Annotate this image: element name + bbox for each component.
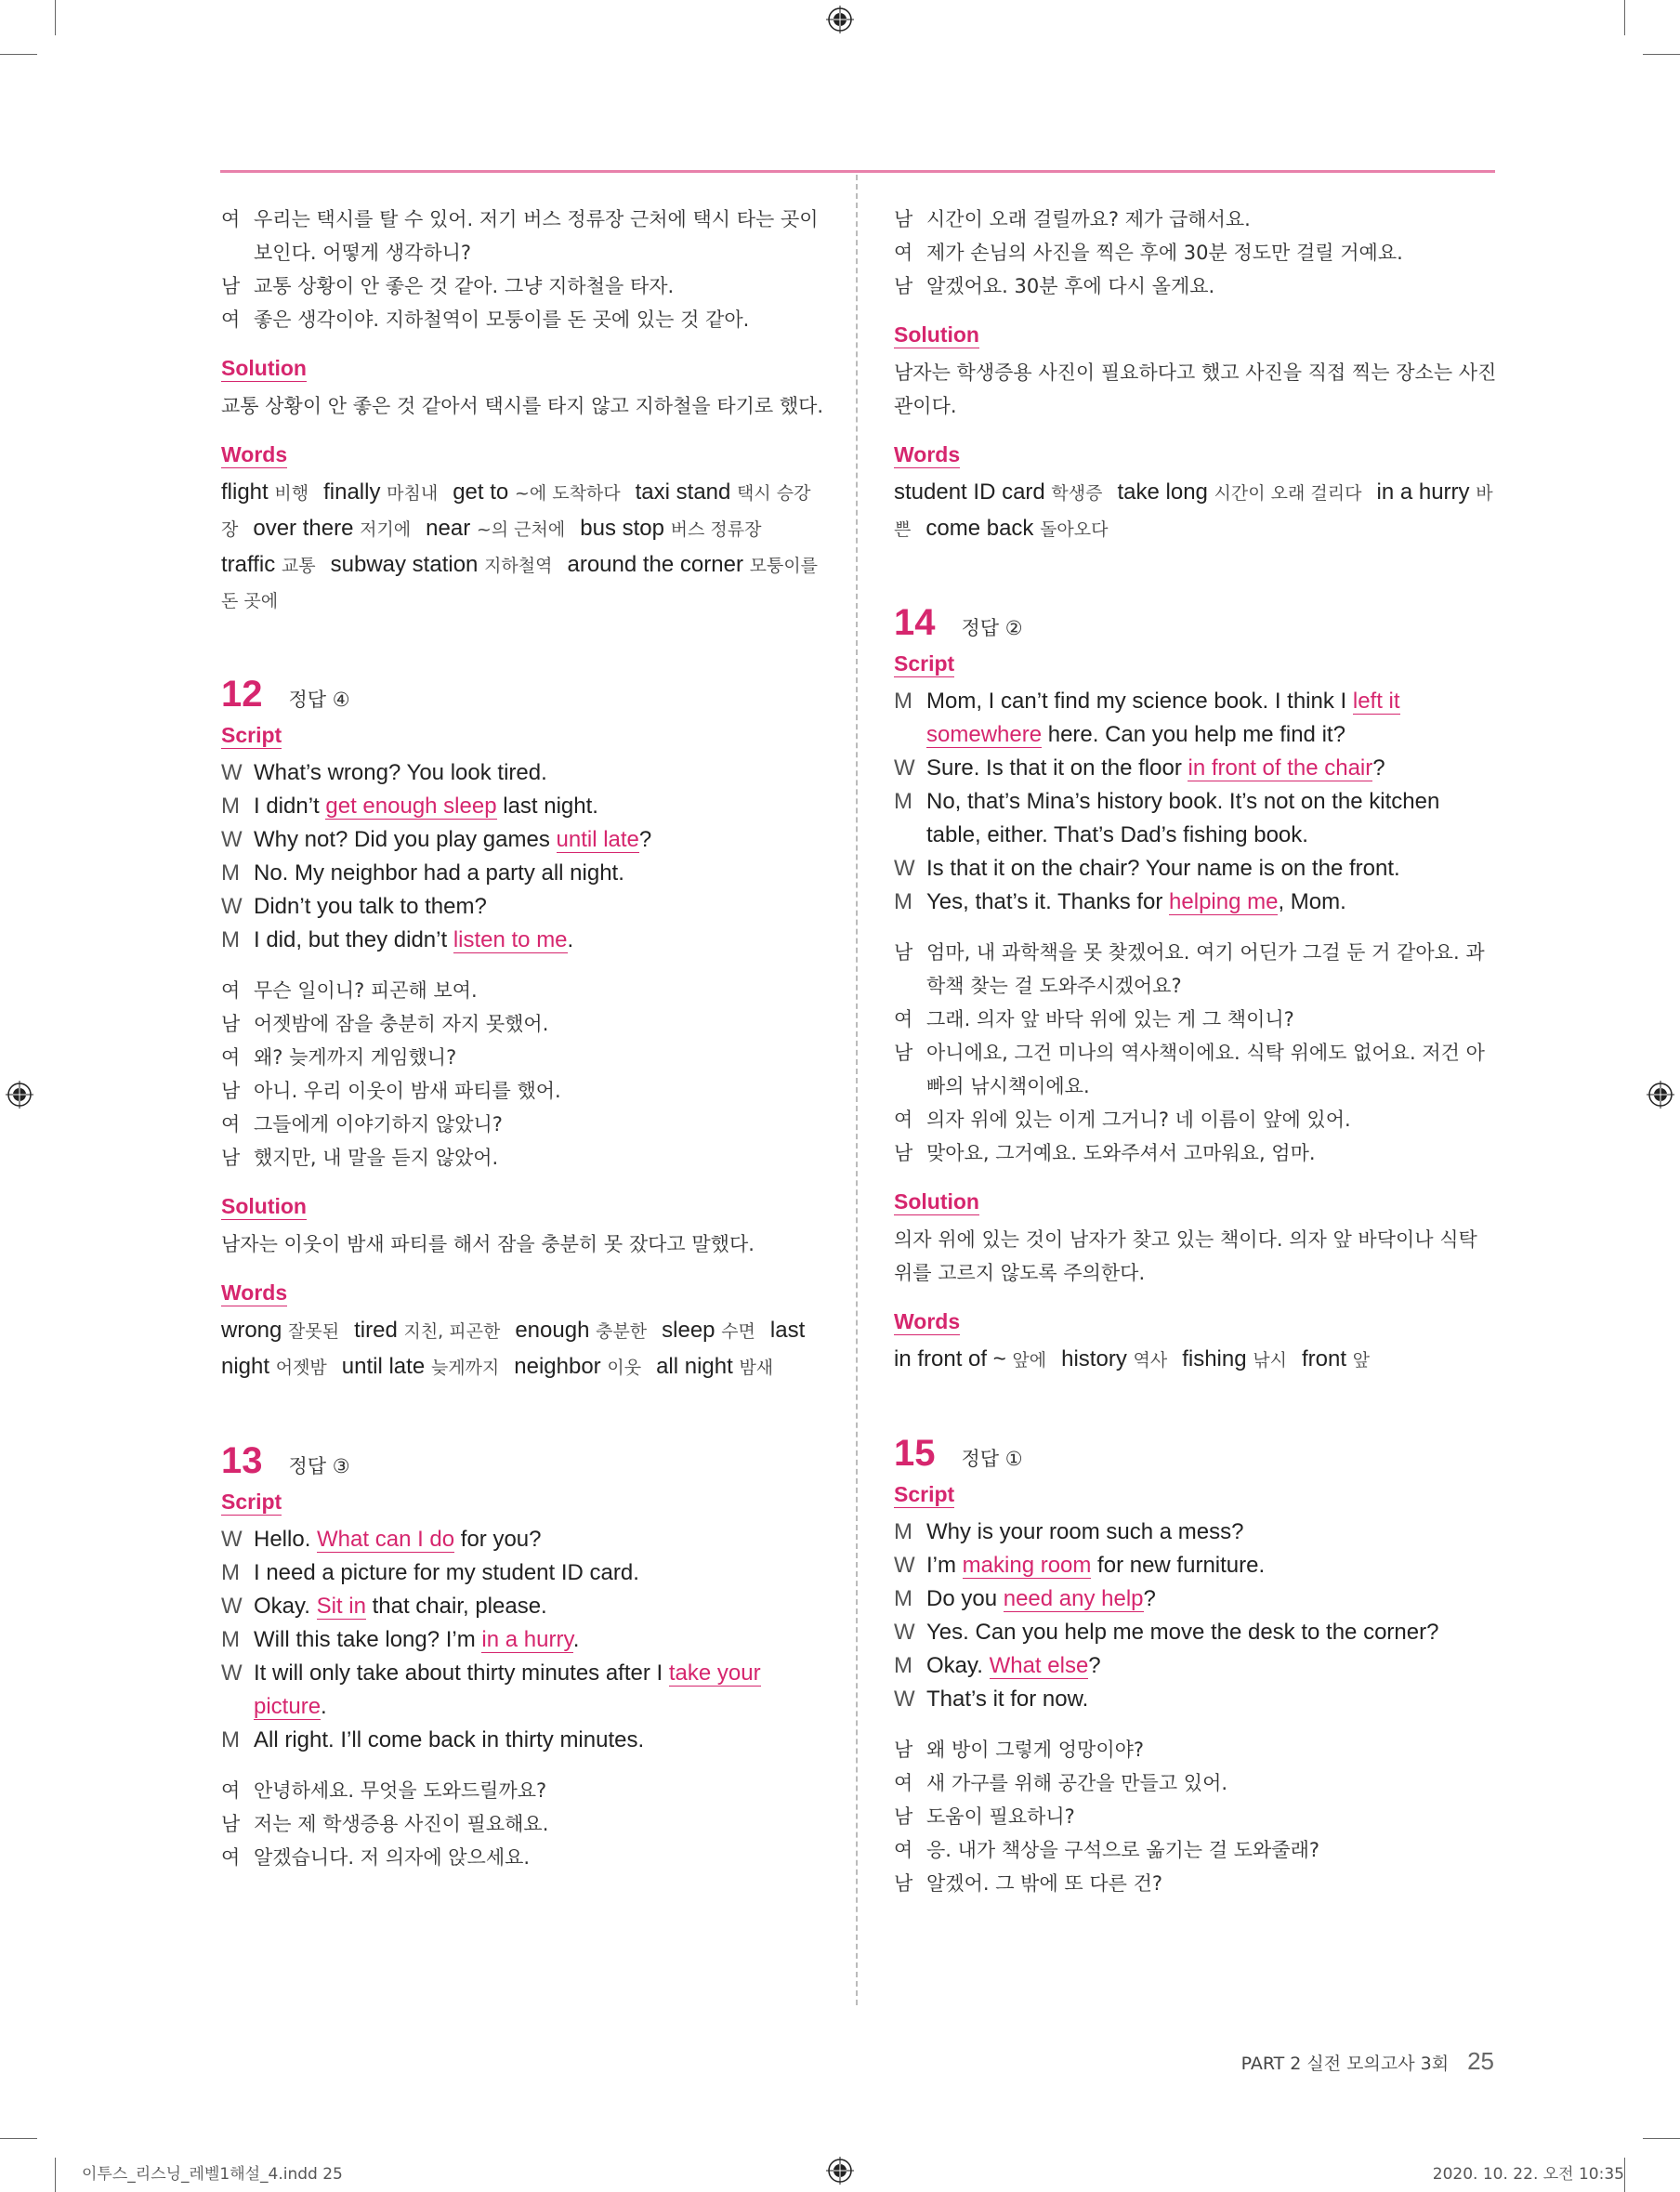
dialog-line xyxy=(894,1733,1498,1766)
dialog-line xyxy=(894,1136,1498,1170)
korean-dialog xyxy=(221,203,825,336)
script-text: Why is your room such a mess? xyxy=(926,1519,1244,1544)
blank-answer: get enough sleep xyxy=(325,794,497,819)
dialog-text: 알겠어. 그 밖에 또 다른 건? xyxy=(926,1872,1163,1895)
answer-key: 정답 ② xyxy=(961,617,1023,639)
script-line xyxy=(221,857,825,890)
speaker-label: 여 xyxy=(894,1772,913,1794)
speaker-label: 남 xyxy=(221,275,241,297)
blank-answer: left it somewhere xyxy=(926,689,1400,747)
speaker-label: 남 xyxy=(894,1872,913,1895)
vocab-item: enough 충분한 xyxy=(515,1318,648,1343)
vocab-item: history 역사 xyxy=(1061,1346,1168,1372)
script-text: I’m making room for new furniture. xyxy=(926,1553,1266,1578)
script-text: Mom, I can’t find my science book. I think I left it somewhere here. Can you help me find it? xyxy=(926,689,1400,747)
words-list xyxy=(221,1314,825,1386)
dialog-line xyxy=(221,1774,825,1807)
script-text: Yes, that’s it. Thanks for helping me, Mom. xyxy=(926,889,1346,914)
speaker-label: 여 xyxy=(221,1779,241,1802)
dialog-text: 우리는 택시를 탈 수 있어. 저기 버스 정류장 근처에 택시 타는 곳이 보인다. 어떻게 생각하니? xyxy=(254,208,819,264)
blank-answer: take your picture xyxy=(254,1660,761,1719)
script-label: Script xyxy=(221,1490,282,1514)
script-label: Script xyxy=(221,723,282,747)
english-script xyxy=(894,1516,1498,1716)
dialog-text: 왜 방이 그렇게 엉망이야? xyxy=(926,1739,1145,1761)
solution-label: Solution xyxy=(894,1189,979,1214)
page-footer xyxy=(1241,2047,1494,2076)
dialog-line xyxy=(221,1841,825,1874)
speaker-label: W xyxy=(221,894,243,919)
script-line xyxy=(894,886,1498,919)
registration-mark-icon xyxy=(826,6,854,33)
script-text: Okay. What else? xyxy=(926,1653,1101,1678)
dialog-text: 안녕하세요. 무엇을 도와드릴까요? xyxy=(254,1779,547,1802)
registration-mark-icon xyxy=(1647,1081,1674,1109)
script-line xyxy=(221,1657,825,1724)
korean-dialog xyxy=(894,936,1498,1170)
script-line xyxy=(221,756,825,790)
dialog-text: 알겠어요. 30분 후에 다시 올게요. xyxy=(926,275,1215,297)
dialog-text: 의자 위에 있는 이게 그거니? 네 이름이 앞에 있어. xyxy=(926,1109,1351,1131)
solution-text: 의자 위에 있는 것이 남자가 찾고 있는 책이다. 의자 앞 바닥이나 식탁 위를 고르지 않도록 주의한다. xyxy=(894,1228,1477,1284)
question-header xyxy=(894,1431,1498,1476)
dialog-line xyxy=(894,236,1498,269)
dialog-text: 했지만, 내 말을 듣지 않았어. xyxy=(254,1147,499,1169)
script-text: That’s it for now. xyxy=(926,1687,1089,1712)
speaker-label: 남 xyxy=(221,1813,241,1835)
speaker-label: 여 xyxy=(221,1846,241,1869)
file-slug: 이투스_리스닝_레벨1해설_4.indd 25 xyxy=(82,2165,343,2184)
dialog-text: 시간이 오래 걸릴까요? 제가 급해서요. xyxy=(926,208,1251,230)
dialog-line xyxy=(894,1003,1498,1036)
script-text: What’s wrong? You look tired. xyxy=(254,760,547,785)
speaker-label: M xyxy=(894,1653,912,1678)
speaker-label: 남 xyxy=(221,1147,241,1169)
script-text: Okay. Sit in that chair, please. xyxy=(254,1594,547,1619)
speaker-label: W xyxy=(221,1594,243,1619)
blank-answer: helping me xyxy=(1169,889,1279,914)
dialog-line xyxy=(221,203,825,269)
vocab-item: wrong 잘못된 xyxy=(221,1318,340,1343)
registration-mark-icon xyxy=(6,1081,33,1109)
speaker-label: W xyxy=(894,755,915,781)
solution-label: Solution xyxy=(894,322,979,347)
solution-label: Solution xyxy=(221,1194,307,1218)
speaker-label: W xyxy=(894,1553,915,1578)
speaker-label: M xyxy=(894,689,912,714)
speaker-label: M xyxy=(221,860,240,886)
vocab-item: taxi stand 택시 승강장 xyxy=(221,479,811,540)
speaker-label: 남 xyxy=(894,1805,913,1828)
solution-text: 교통 상황이 안 좋은 것 같아서 택시를 타지 않고 지하철을 타기로 했다. xyxy=(221,395,824,417)
script-line xyxy=(894,1683,1498,1716)
speaker-label: 남 xyxy=(894,1142,913,1164)
script-line xyxy=(894,852,1498,886)
answer-key: 정답 ① xyxy=(961,1448,1023,1470)
solution-label: Solution xyxy=(221,356,307,380)
script-line xyxy=(894,1516,1498,1549)
page-number: 25 xyxy=(1467,2047,1494,2075)
script-line xyxy=(894,1582,1498,1616)
crop-mark xyxy=(1643,54,1680,55)
words-label: Words xyxy=(221,1280,288,1305)
question-header xyxy=(221,1438,825,1483)
script-line xyxy=(894,1616,1498,1649)
speaker-label: 여 xyxy=(221,979,241,1002)
dialog-line xyxy=(894,1800,1498,1833)
words-label: Words xyxy=(894,442,961,466)
question-number: 15 xyxy=(894,1433,936,1474)
vocab-item: over there 저기에 xyxy=(253,516,412,541)
crop-mark xyxy=(1624,0,1625,35)
speaker-label: W xyxy=(894,1620,915,1645)
speaker-label: 여 xyxy=(894,1839,913,1861)
script-line xyxy=(221,790,825,823)
vocab-item: bus stop 버스 정류장 xyxy=(580,516,762,541)
vocab-item: last night 어젯밤 xyxy=(221,1318,806,1379)
script-line xyxy=(221,1623,825,1657)
english-script xyxy=(221,756,825,957)
speaker-label: M xyxy=(894,789,912,814)
dialog-text: 그래. 의자 앞 바닥 위에 있는 게 그 책이니? xyxy=(926,1008,1294,1030)
solution-text: 남자는 학생증용 사진이 필요하다고 했고 사진을 직접 찍는 장소는 사진관이다. xyxy=(894,361,1497,417)
dialog-line xyxy=(894,203,1498,236)
dialog-line xyxy=(894,1867,1498,1900)
speaker-label: 남 xyxy=(221,1013,241,1035)
script-line xyxy=(221,890,825,924)
speaker-label: W xyxy=(894,856,915,881)
dialog-text: 좋은 생각이야. 지하철역이 모퉁이를 돈 곳에 있는 것 같아. xyxy=(254,308,750,331)
dialog-text: 엄마, 내 과학책을 못 찾겠어요. 여기 어딘가 그걸 둔 거 같아요. 과학책 찾는 걸 도와주시겠어요? xyxy=(926,941,1485,997)
left-column xyxy=(221,203,825,1874)
blank-answer: until late xyxy=(556,827,639,852)
dialog-line xyxy=(894,1036,1498,1103)
speaker-label: 여 xyxy=(221,308,241,331)
right-column xyxy=(894,203,1498,1900)
script-line xyxy=(221,1556,825,1590)
vocab-item: all night 밤새 xyxy=(656,1354,774,1379)
blank-answer: Sit in xyxy=(316,1594,366,1619)
speaker-label: W xyxy=(221,1660,243,1686)
script-label: Script xyxy=(894,1482,955,1506)
dialog-text: 무슨 일이니? 피곤해 보여. xyxy=(254,979,478,1002)
script-text: Why not? Did you play games until late? xyxy=(254,827,652,852)
vocab-item: around the corner 모퉁이를 돈 곳에 xyxy=(221,552,819,611)
script-text: Hello. What can I do for you? xyxy=(254,1527,542,1552)
crop-mark xyxy=(1624,2158,1625,2192)
script-line xyxy=(221,1523,825,1556)
script-text: I did, but they didn’t listen to me. xyxy=(254,927,574,952)
script-line xyxy=(221,1724,825,1757)
speaker-label: 남 xyxy=(894,1739,913,1761)
vocab-item: sleep 수면 xyxy=(662,1318,755,1343)
blank-answer: making room xyxy=(962,1553,1092,1578)
dialog-line xyxy=(894,1103,1498,1136)
dialog-line xyxy=(894,936,1498,1003)
script-text: Didn’t you talk to them? xyxy=(254,894,487,919)
script-line xyxy=(894,1549,1498,1582)
words-label: Words xyxy=(894,1309,961,1333)
words-label: Words xyxy=(221,442,288,466)
script-label: Script xyxy=(894,651,955,676)
vocab-item: in a hurry 바쁜 xyxy=(894,479,1493,540)
vocab-item: until late 늦게까지 xyxy=(341,1354,500,1379)
dialog-line xyxy=(221,1108,825,1141)
answer-key: 정답 ③ xyxy=(288,1455,350,1477)
column-divider xyxy=(856,175,858,2005)
speaker-label: W xyxy=(221,827,243,852)
script-text: Do you need any help? xyxy=(926,1586,1156,1611)
vocab-item: near ~의 근처에 xyxy=(426,516,566,541)
vocab-item: flight 비행 xyxy=(221,479,309,505)
dialog-text: 아니에요, 그건 미나의 역사책이에요. 식탁 위에도 없어요. 저건 아빠의 낚시책이에요. xyxy=(926,1042,1485,1097)
dialog-text: 제가 손님의 사진을 찍은 후에 30분 정도만 걸릴 거예요. xyxy=(926,242,1403,264)
dialog-line xyxy=(221,974,825,1007)
dialog-text: 새 가구를 위해 공간을 만들고 있어. xyxy=(926,1772,1228,1794)
korean-dialog xyxy=(894,203,1498,303)
crop-mark xyxy=(55,0,56,35)
dialog-line xyxy=(221,1007,825,1041)
dialog-text: 도움이 필요하니? xyxy=(926,1805,1075,1828)
script-line xyxy=(221,823,825,857)
korean-dialog xyxy=(221,1774,825,1874)
vocab-item: get to ~에 도착하다 xyxy=(453,479,621,505)
blank-answer: need any help xyxy=(1003,1586,1144,1611)
dialog-text: 교통 상황이 안 좋은 것 같아. 그냥 지하철을 타자. xyxy=(254,275,675,297)
speaker-label: 여 xyxy=(894,242,913,264)
speaker-label: M xyxy=(221,1727,240,1752)
speaker-label: 여 xyxy=(221,1113,241,1135)
script-text: I didn’t get enough sleep last night. xyxy=(254,794,598,819)
answer-key: 정답 ④ xyxy=(288,689,350,711)
blank-answer: in front of the chair xyxy=(1188,755,1373,781)
script-text: No. My neighbor had a party all night. xyxy=(254,860,624,886)
speaker-label: 남 xyxy=(894,275,913,297)
registration-mark-icon xyxy=(826,2157,854,2185)
english-script xyxy=(221,1523,825,1757)
dialog-line xyxy=(894,269,1498,303)
dialog-line xyxy=(221,1141,825,1175)
question-number: 13 xyxy=(221,1440,263,1481)
speaker-label: M xyxy=(221,927,240,952)
dialog-text: 알겠습니다. 저 의자에 앉으세요. xyxy=(254,1846,531,1869)
speaker-label: M xyxy=(894,1519,912,1544)
blank-answer: What can I do xyxy=(317,1527,455,1552)
speaker-label: W xyxy=(894,1687,915,1712)
vocab-item: in front of ~ 앞에 xyxy=(894,1346,1047,1372)
speaker-label: 남 xyxy=(221,1080,241,1102)
script-line xyxy=(894,752,1498,785)
script-text: Is that it on the chair? Your name is on the front. xyxy=(926,856,1400,881)
solution-text: 남자는 이웃이 밤새 파티를 해서 잠을 충분히 못 잤다고 말했다. xyxy=(221,1233,755,1255)
print-date: 2020. 10. 22. 오전 10:35 xyxy=(1432,2165,1624,2184)
words-list xyxy=(221,476,825,620)
vocab-item: subway station 지하철역 xyxy=(330,552,553,577)
crop-mark xyxy=(0,54,37,55)
script-text: No, that’s Mina’s history book. It’s not on the kitchen table, either. That’s Dad’s fishing book. xyxy=(926,789,1440,847)
script-line xyxy=(894,1649,1498,1683)
header-rule xyxy=(220,170,1495,173)
korean-dialog xyxy=(221,974,825,1175)
dialog-line xyxy=(221,1041,825,1074)
vocab-item: come back 돌아오다 xyxy=(925,516,1109,541)
script-text: Sure. Is that it on the floor in front of the chair? xyxy=(926,755,1385,781)
dialog-line xyxy=(221,269,825,303)
vocab-item: fishing 낚시 xyxy=(1182,1346,1287,1372)
dialog-line xyxy=(894,1833,1498,1867)
vocab-item: front 앞 xyxy=(1301,1346,1371,1372)
question-number: 14 xyxy=(894,602,936,643)
vocab-item: finally 마침내 xyxy=(323,479,439,505)
script-line xyxy=(894,685,1498,752)
script-line xyxy=(221,924,825,957)
script-text: It will only take about thirty minutes after I take your picture. xyxy=(254,1660,761,1719)
speaker-label: M xyxy=(894,1586,912,1611)
speaker-label: 남 xyxy=(894,208,913,230)
dialog-text: 왜? 늦게까지 게임했니? xyxy=(254,1046,457,1069)
question-number: 12 xyxy=(221,674,263,715)
speaker-label: 여 xyxy=(894,1008,913,1030)
english-script xyxy=(894,685,1498,919)
dialog-line xyxy=(894,1766,1498,1800)
dialog-line xyxy=(221,1074,825,1108)
script-text: Yes. Can you help me move the desk to the corner? xyxy=(926,1620,1439,1645)
speaker-label: M xyxy=(221,1627,240,1652)
script-line xyxy=(221,1590,825,1623)
vocab-item: tired 지친, 피곤한 xyxy=(354,1318,501,1343)
section-title: PART 2 실전 모의고사 3회 xyxy=(1240,2054,1450,2074)
speaker-label: M xyxy=(221,794,240,819)
words-list xyxy=(894,1343,1498,1379)
blank-answer: listen to me xyxy=(453,927,568,952)
words-list xyxy=(894,476,1498,548)
vocab-item: traffic 교통 xyxy=(221,552,316,577)
crop-mark xyxy=(1643,2138,1680,2139)
speaker-label: 여 xyxy=(221,1046,241,1069)
blank-answer: in a hurry xyxy=(481,1627,573,1652)
speaker-label: 여 xyxy=(894,1109,913,1131)
dialog-text: 응. 내가 책상을 구석으로 옮기는 걸 도와줄래? xyxy=(926,1839,1320,1861)
speaker-label: 남 xyxy=(894,1042,913,1064)
script-text: All right. I’ll come back in thirty minutes. xyxy=(254,1727,645,1752)
question-header xyxy=(221,672,825,716)
crop-mark xyxy=(0,2138,37,2139)
speaker-label: 여 xyxy=(221,208,241,230)
dialog-text: 아니. 우리 이웃이 밤새 파티를 했어. xyxy=(254,1080,561,1102)
vocab-item: student ID card 학생증 xyxy=(894,479,1103,505)
korean-dialog xyxy=(894,1733,1498,1900)
dialog-line xyxy=(221,303,825,336)
dialog-line xyxy=(221,1807,825,1841)
crop-mark xyxy=(55,2158,56,2192)
dialog-text: 맞아요, 그거예요. 도와주셔서 고마워요, 엄마. xyxy=(926,1142,1316,1164)
dialog-text: 어젯밤에 잠을 충분히 자지 못했어. xyxy=(254,1013,549,1035)
speaker-label: 남 xyxy=(894,941,913,964)
speaker-label: W xyxy=(221,1527,243,1552)
script-line xyxy=(894,785,1498,852)
script-text: I need a picture for my student ID card. xyxy=(254,1560,639,1585)
dialog-text: 그들에게 이야기하지 않았니? xyxy=(254,1113,503,1135)
blank-answer: What else xyxy=(989,1653,1089,1678)
speaker-label: M xyxy=(894,889,912,914)
speaker-label: M xyxy=(221,1560,240,1585)
vocab-item: neighbor 이웃 xyxy=(514,1354,642,1379)
dialog-text: 저는 제 학생증용 사진이 필요해요. xyxy=(254,1813,549,1835)
script-text: Will this take long? I’m in a hurry. xyxy=(254,1627,580,1652)
question-header xyxy=(894,600,1498,645)
speaker-label: W xyxy=(221,760,243,785)
vocab-item: take long 시간이 오래 걸리다 xyxy=(1117,479,1362,505)
